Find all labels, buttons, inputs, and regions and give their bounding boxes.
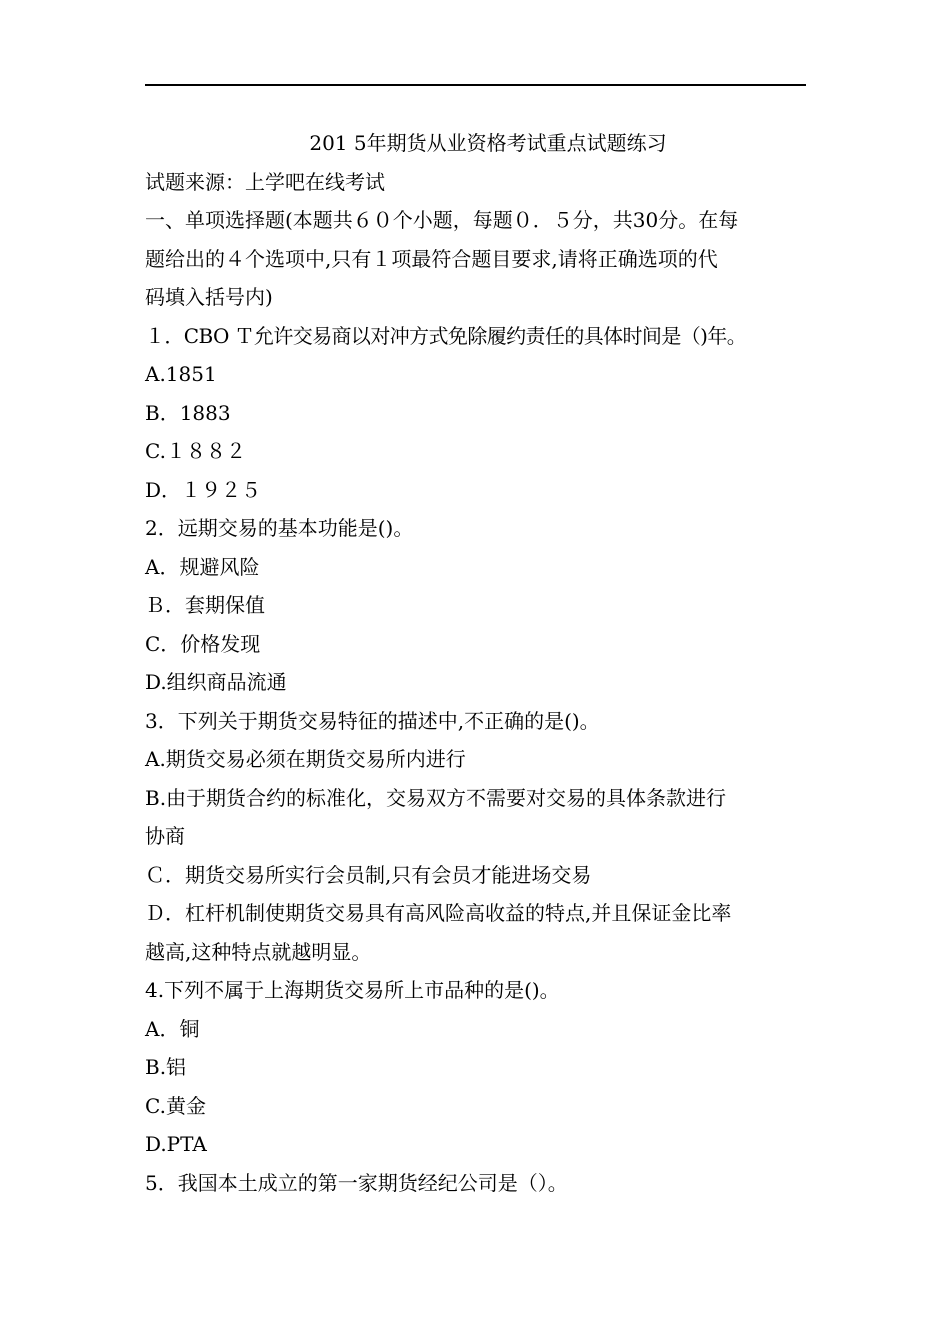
- option-c: C.黄金: [145, 1093, 206, 1118]
- option-b: Ｂ．套期保值: [145, 593, 265, 617]
- option-c: C.１８８２: [145, 439, 246, 463]
- option-d: Ｄ．杠杆机制使期货交易具有高风险高收益的特点,并且保证金比率: [145, 901, 732, 925]
- option-a: A.1851: [145, 362, 217, 386]
- question-stem: 2．远期交易的基本功能是()。: [145, 516, 414, 540]
- option-d: D．１９２５: [145, 477, 262, 502]
- question-2: [145, 509, 813, 702]
- option-d: D.PTA: [145, 1132, 207, 1156]
- section-heading-line: 一、单项选择题(本题共６０个小题，每题０．５分，共30分。在每: [145, 208, 739, 232]
- question-5: [145, 1164, 813, 1203]
- option-b: B．1883: [145, 400, 231, 425]
- question-3: [145, 702, 813, 972]
- option-d-continued: 越高,这种特点就越明显。: [145, 939, 372, 964]
- question-4: [145, 971, 813, 1164]
- option-d: D.组织商品流通: [145, 670, 287, 694]
- source-line: 试题来源：上学吧在线考试: [145, 169, 385, 194]
- option-a: A．规避风险: [145, 554, 260, 579]
- section-heading: [145, 201, 813, 317]
- document-body: [145, 124, 813, 1202]
- option-a: A.期货交易必须在期货交易所内进行: [145, 747, 466, 771]
- section-heading-line: 题给出的４个选项中,只有１项最符合题目要求,请将正确选项的代: [145, 246, 718, 271]
- option-a: A．铜: [145, 1016, 200, 1041]
- question-stem: 3．下列关于期货交易特征的描述中,不正确的是()。: [145, 708, 600, 733]
- option-c: C．价格发现: [145, 631, 261, 656]
- question-1: [145, 317, 813, 510]
- option-c: Ｃ．期货交易所实行会员制,只有会员才能进场交易: [145, 862, 592, 887]
- section-heading-line: 码填入括号内): [145, 285, 273, 309]
- header-rule: [145, 84, 806, 86]
- option-b: B.由于期货合约的标准化，交易双方不需要对交易的具体条款进行: [145, 785, 727, 810]
- option-b: B.铝: [145, 1055, 187, 1079]
- question-stem: 4.下列不属于上海期货交易所上市品种的是()。: [145, 978, 560, 1002]
- question-stem: １．CBO Ｔ允许交易商以对冲方式免除履约责任的具体时间是（)年。: [145, 323, 747, 348]
- option-b-continued: 协商: [145, 824, 185, 848]
- document-title: 201 5年期货从业资格考试重点试题练习: [309, 131, 667, 155]
- question-stem: 5．我国本土成立的第一家期货经纪公司是（）。: [145, 1170, 568, 1195]
